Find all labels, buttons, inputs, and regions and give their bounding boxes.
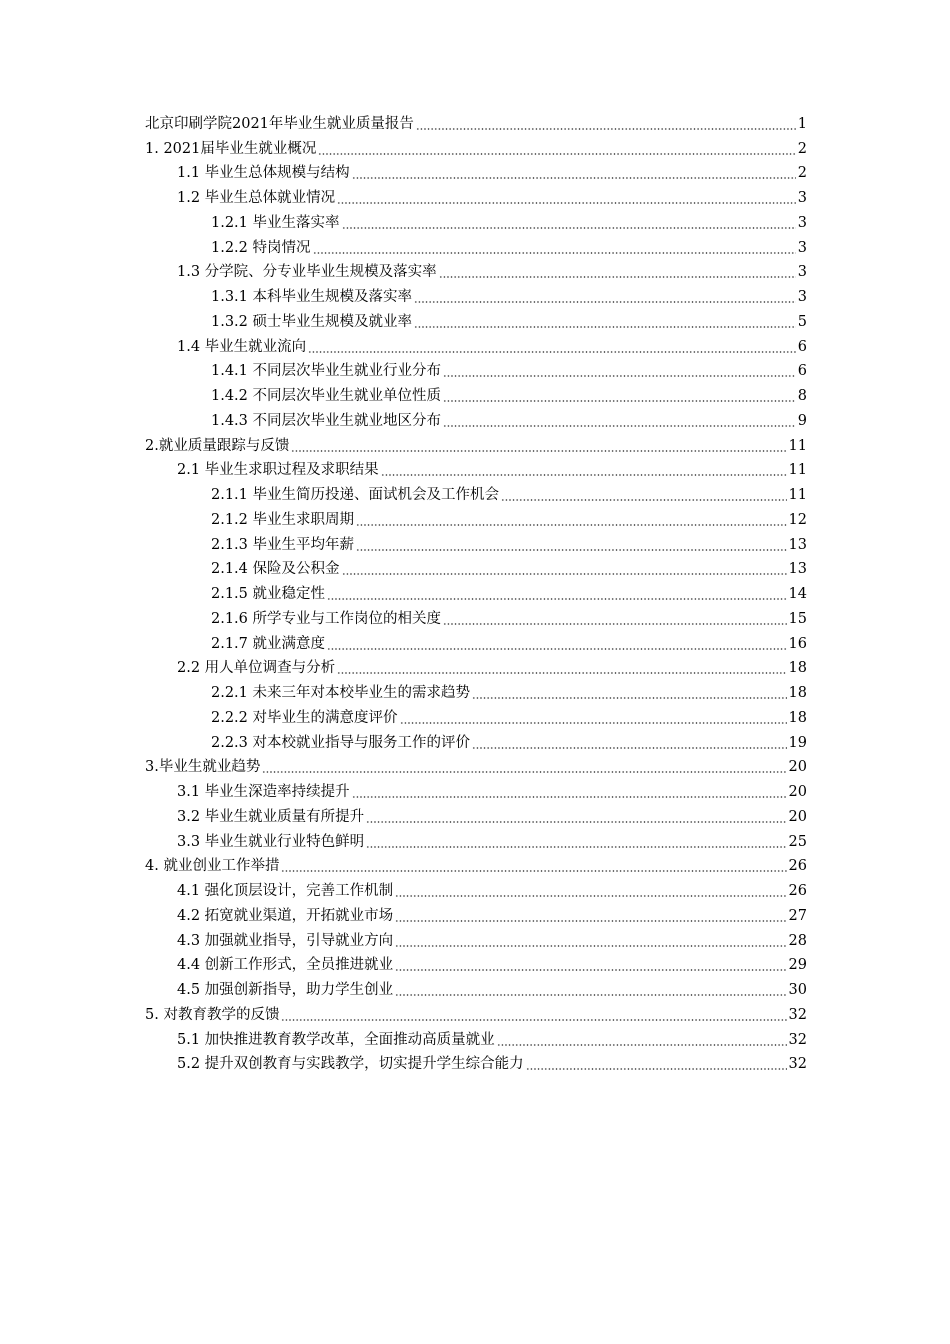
toc-entry-line xyxy=(211,609,807,629)
toc-entry-line xyxy=(177,931,807,951)
dot-leader xyxy=(313,252,796,254)
toc-entry-page-number[interactable]: 3 xyxy=(797,190,807,206)
toc-entry-line xyxy=(177,906,807,926)
toc-entry-line xyxy=(211,510,807,530)
toc-entry[interactable] xyxy=(0,1003,950,1028)
toc-entry[interactable] xyxy=(0,607,950,632)
toc-entry-line xyxy=(145,139,807,159)
dot-leader xyxy=(352,177,796,179)
toc-entry-line xyxy=(211,287,807,307)
toc-entry-title[interactable]: 3.2 毕业生就业质量有所提升 xyxy=(177,808,365,825)
toc-entry-line xyxy=(177,1030,807,1050)
dot-leader xyxy=(366,821,786,823)
toc-entry-page-number[interactable]: 26 xyxy=(788,883,807,899)
dot-leader xyxy=(443,375,796,377)
dot-leader xyxy=(337,202,796,204)
table-of-contents xyxy=(0,112,950,1077)
dot-leader xyxy=(337,672,786,674)
toc-entry-title[interactable]: 4.3 加强就业指导，引导就业方向 xyxy=(177,932,394,949)
toc-entry-title[interactable]: 2.2 用人单位调查与分析 xyxy=(177,660,336,677)
dot-leader xyxy=(308,351,796,353)
toc-entry-title[interactable]: 3.毕业生就业趋势 xyxy=(145,759,261,776)
toc-entry-line xyxy=(177,163,807,183)
dot-leader xyxy=(352,796,787,798)
toc-entry-page-number[interactable]: 12 xyxy=(788,511,807,528)
toc-entry[interactable] xyxy=(0,211,950,236)
dot-leader xyxy=(327,598,787,600)
toc-entry-line xyxy=(177,955,807,975)
toc-entry-page-number[interactable]: 13 xyxy=(788,536,807,553)
toc-entry[interactable] xyxy=(0,285,950,310)
toc-entry-title[interactable]: 北京印刷学院2021年毕业生就业质量报告 xyxy=(145,115,414,132)
dot-leader xyxy=(439,276,796,278)
toc-entry-line xyxy=(177,460,807,480)
toc-entry[interactable] xyxy=(0,434,950,459)
toc-entry[interactable] xyxy=(0,533,950,558)
toc-entry-title[interactable]: 2.1.6 所学专业与工作岗位的相关度 xyxy=(211,610,442,627)
toc-entry-line xyxy=(211,411,807,431)
toc-entry-page-number[interactable]: 19 xyxy=(788,734,807,751)
toc-entry[interactable] xyxy=(0,409,950,434)
toc-entry-line xyxy=(211,584,807,604)
toc-entry[interactable] xyxy=(0,830,950,855)
dot-leader xyxy=(281,1019,786,1021)
toc-entry-title[interactable]: 2.1.2 毕业生求职周期 xyxy=(211,511,355,528)
toc-entry-page-number[interactable]: 6 xyxy=(797,363,807,380)
dot-leader xyxy=(327,648,787,650)
toc-entry-page-number[interactable]: 14 xyxy=(788,586,807,602)
toc-entry-title[interactable]: 4. 就业创业工作举措 xyxy=(145,858,280,875)
toc-entry-page-number[interactable]: 6 xyxy=(797,338,807,355)
toc-entry-title[interactable]: 1.4.1 不同层次毕业生就业行业分布 xyxy=(211,363,442,380)
toc-entry-page-number[interactable]: 15 xyxy=(788,610,807,627)
dot-leader xyxy=(400,722,787,724)
toc-entry-title[interactable]: 5.1 加快推进教育教学改革，全面推动高质量就业 xyxy=(177,1031,495,1048)
toc-entry-line xyxy=(177,1054,807,1074)
toc-entry-page-number[interactable]: 32 xyxy=(788,1056,807,1073)
dot-leader xyxy=(395,920,786,922)
toc-entry[interactable] xyxy=(0,904,950,929)
toc-entry-line xyxy=(177,980,807,1000)
toc-entry-line xyxy=(177,188,807,208)
toc-entry-title[interactable]: 4.5 加强创新指导，助力学生创业 xyxy=(177,982,394,998)
toc-entry-line xyxy=(211,213,807,233)
toc-entry-page-number[interactable]: 11 xyxy=(788,487,807,503)
dot-leader xyxy=(416,128,796,130)
toc-entry-line xyxy=(177,832,807,852)
toc-entry-line xyxy=(211,361,807,381)
dot-leader xyxy=(472,747,787,749)
toc-entry-title[interactable]: 1.4.3 不同层次毕业生就业地区分布 xyxy=(211,412,442,429)
toc-entry-line xyxy=(145,114,807,134)
toc-entry-title[interactable]: 2.1.5 就业稳定性 xyxy=(211,586,326,602)
toc-entry[interactable] xyxy=(0,780,950,805)
toc-entry-line xyxy=(211,708,807,728)
toc-entry-page-number[interactable]: 26 xyxy=(788,858,807,875)
toc-entry-title[interactable]: 2.2.3 对本校就业指导与服务工作的评价 xyxy=(211,734,471,751)
toc-entry-page-number[interactable]: 27 xyxy=(788,907,807,924)
toc-entry[interactable] xyxy=(0,632,950,657)
toc-entry-page-number[interactable]: 13 xyxy=(788,561,807,578)
toc-entry-title[interactable]: 1.1 毕业生总体规模与结构 xyxy=(177,165,350,182)
dot-leader xyxy=(414,326,796,328)
toc-entry-page-number[interactable]: 18 xyxy=(788,685,807,701)
dot-leader xyxy=(291,450,786,452)
toc-entry-page-number[interactable]: 28 xyxy=(788,932,807,949)
toc-entry-line xyxy=(177,337,807,357)
toc-entry-page-number[interactable]: 32 xyxy=(788,1006,807,1023)
dot-leader xyxy=(262,771,786,773)
toc-entry-line xyxy=(211,559,807,579)
toc-entry-line xyxy=(177,658,807,678)
toc-entry-page-number[interactable]: 18 xyxy=(788,709,807,726)
toc-entry[interactable] xyxy=(0,186,950,211)
toc-entry-page-number[interactable]: 18 xyxy=(788,660,807,677)
toc-entry-page-number[interactable]: 20 xyxy=(788,784,807,800)
toc-entry-title[interactable]: 2.1.1 毕业生简历投递、面试机会及工作机会 xyxy=(211,487,500,503)
toc-entry-page-number[interactable]: 20 xyxy=(788,759,807,776)
toc-entry-page-number[interactable]: 3 xyxy=(797,214,807,231)
toc-entry-title[interactable]: 1. 2021届毕业生就业概况 xyxy=(145,140,317,157)
dot-leader xyxy=(318,153,795,155)
toc-entry[interactable] xyxy=(0,112,950,137)
toc-entry-title[interactable]: 4.1 强化顶层设计，完善工作机制 xyxy=(177,883,394,899)
toc-entry-title[interactable]: 2.1.7 就业满意度 xyxy=(211,635,326,652)
toc-entry-line xyxy=(211,238,807,258)
dot-leader xyxy=(395,945,786,947)
toc-entry-line xyxy=(177,262,807,282)
toc-entry[interactable] xyxy=(0,929,950,954)
toc-entry-title[interactable]: 2.1.3 毕业生平均年薪 xyxy=(211,536,355,553)
toc-entry-page-number[interactable]: 8 xyxy=(797,388,807,404)
toc-entry-line xyxy=(211,683,807,703)
dot-leader xyxy=(342,227,796,229)
toc-entry-line xyxy=(211,733,807,753)
dot-leader xyxy=(472,697,787,699)
toc-entry-title[interactable]: 1.3.2 硕士毕业生规模及就业率 xyxy=(211,313,413,330)
toc-entry-page-number[interactable]: 11 xyxy=(788,462,807,479)
toc-entry-page-number[interactable]: 2 xyxy=(797,140,807,157)
toc-entry[interactable] xyxy=(0,954,950,979)
toc-entry-line xyxy=(145,757,807,777)
toc-entry-title[interactable]: 2.2.2 对毕业生的满意度评价 xyxy=(211,709,398,726)
dot-leader xyxy=(342,573,787,575)
toc-entry-page-number[interactable]: 29 xyxy=(788,957,807,974)
dot-leader xyxy=(381,474,787,476)
dot-leader xyxy=(281,870,786,872)
toc-entry[interactable] xyxy=(0,756,950,781)
dot-leader xyxy=(356,524,787,526)
dot-leader xyxy=(501,499,787,501)
toc-entry-title[interactable]: 3.3 毕业生就业行业特色鲜明 xyxy=(177,833,365,850)
toc-entry[interactable] xyxy=(0,558,950,583)
toc-entry[interactable] xyxy=(0,137,950,162)
toc-entry-title[interactable]: 3.1 毕业生深造率持续提升 xyxy=(177,784,350,800)
dot-leader xyxy=(497,1044,787,1046)
toc-entry-line xyxy=(211,485,807,505)
toc-entry-page-number[interactable]: 32 xyxy=(788,1031,807,1048)
toc-entry[interactable] xyxy=(0,805,950,830)
toc-entry[interactable] xyxy=(0,1053,950,1078)
toc-entry-title[interactable]: 5.2 提升双创教育与实践教学，切实提升学生综合能力 xyxy=(177,1056,524,1073)
toc-entry[interactable] xyxy=(0,310,950,335)
toc-entry-line xyxy=(177,881,807,901)
toc-entry-page-number[interactable]: 2 xyxy=(797,165,807,182)
toc-entry-page-number[interactable]: 3 xyxy=(797,264,807,281)
toc-entry[interactable] xyxy=(0,978,950,1003)
toc-entry[interactable] xyxy=(0,162,950,187)
toc-entry-title[interactable]: 1.3 分学院、分专业毕业生规模及落实率 xyxy=(177,264,437,281)
toc-entry-title[interactable]: 5. 对教育教学的反馈 xyxy=(145,1006,280,1023)
dot-leader xyxy=(395,969,786,971)
toc-entry-title[interactable]: 1.4.2 不同层次毕业生就业单位性质 xyxy=(211,388,442,404)
toc-entry[interactable] xyxy=(0,236,950,261)
toc-entry-title[interactable]: 4.2 拓宽就业渠道，开拓就业市场 xyxy=(177,907,394,924)
toc-entry-page-number[interactable]: 11 xyxy=(788,437,807,454)
toc-entry[interactable] xyxy=(0,483,950,508)
toc-entry-line xyxy=(211,386,807,406)
toc-entry-line xyxy=(145,1005,807,1025)
toc-entry[interactable] xyxy=(0,459,950,484)
toc-entry-line xyxy=(211,312,807,332)
toc-entry[interactable] xyxy=(0,261,950,286)
toc-entry-title[interactable]: 2.1.4 保险及公积金 xyxy=(211,561,340,578)
toc-entry[interactable] xyxy=(0,335,950,360)
toc-entry-line xyxy=(145,436,807,456)
toc-entry-line xyxy=(211,634,807,654)
toc-entry[interactable] xyxy=(0,657,950,682)
toc-entry[interactable] xyxy=(0,582,950,607)
toc-entry-line xyxy=(211,535,807,555)
toc-entry[interactable] xyxy=(0,1028,950,1053)
toc-entry-line xyxy=(145,856,807,876)
toc-entry-title[interactable]: 2.就业质量跟踪与反馈 xyxy=(145,437,290,454)
toc-entry-line xyxy=(177,807,807,827)
dot-leader xyxy=(414,301,796,303)
toc-entry-line xyxy=(177,782,807,802)
toc-entry[interactable] xyxy=(0,384,950,409)
toc-entry-page-number[interactable]: 9 xyxy=(797,412,807,429)
toc-entry-title[interactable]: 2.2.1 未来三年对本校毕业生的需求趋势 xyxy=(211,685,471,701)
toc-entry[interactable] xyxy=(0,879,950,904)
toc-entry-page-number[interactable]: 16 xyxy=(788,635,807,652)
toc-entry[interactable] xyxy=(0,681,950,706)
toc-entry-page-number[interactable]: 20 xyxy=(788,808,807,825)
toc-entry-page-number[interactable]: 3 xyxy=(797,239,807,256)
dot-leader xyxy=(443,400,796,402)
toc-entry-title[interactable]: 1.2.2 特岗情况 xyxy=(211,239,311,256)
toc-entry-page-number[interactable]: 5 xyxy=(797,313,807,330)
toc-entry-title[interactable]: 1.4 毕业生就业流向 xyxy=(177,338,307,355)
toc-entry-page-number[interactable]: 30 xyxy=(788,982,807,998)
toc-entry[interactable] xyxy=(0,855,950,880)
toc-entry[interactable] xyxy=(0,508,950,533)
dot-leader xyxy=(356,549,787,551)
toc-entry[interactable] xyxy=(0,731,950,756)
toc-entry[interactable] xyxy=(0,706,950,731)
toc-entry-page-number[interactable]: 25 xyxy=(788,833,807,850)
toc-entry[interactable] xyxy=(0,360,950,385)
dot-leader xyxy=(395,994,786,996)
toc-entry-page-number[interactable]: 1 xyxy=(797,115,807,132)
toc-entry-title[interactable]: 4.4 创新工作形式，全员推进就业 xyxy=(177,957,394,974)
dot-leader xyxy=(443,623,787,625)
dot-leader xyxy=(366,846,786,848)
dot-leader xyxy=(526,1068,787,1070)
toc-entry-title[interactable]: 1.2.1 毕业生落实率 xyxy=(211,214,340,231)
dot-leader xyxy=(395,895,786,897)
toc-entry-title[interactable]: 1.2 毕业生总体就业情况 xyxy=(177,190,336,206)
toc-entry-title[interactable]: 1.3.1 本科毕业生规模及落实率 xyxy=(211,289,413,305)
dot-leader xyxy=(443,425,796,427)
toc-entry-title[interactable]: 2.1 毕业生求职过程及求职结果 xyxy=(177,462,379,479)
toc-entry-page-number[interactable]: 3 xyxy=(797,289,807,305)
